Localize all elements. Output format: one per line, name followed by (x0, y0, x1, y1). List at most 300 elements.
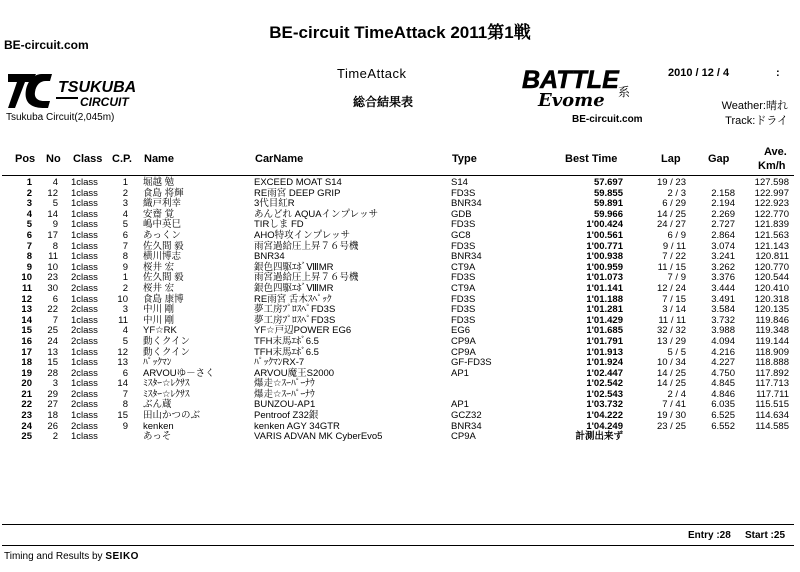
cell-pos: 9 (26, 261, 32, 273)
cell-carname: TFH末馬ｴﾎﾞ6.5 (254, 346, 319, 358)
cell-name: 田山かつのぶ (143, 410, 201, 422)
cell-pos: 1 (26, 177, 32, 188)
cell-class: 2class (71, 367, 98, 379)
event-date: 2010 / 12 / 4 (668, 67, 730, 79)
cell-avg-speed: 117.711 (756, 388, 789, 400)
cell-gap: 3.074 (711, 240, 735, 252)
cell-carname: BNR34 (254, 251, 285, 263)
cell-class: 1class (71, 240, 98, 252)
cell-name: 動くクイン (143, 335, 191, 347)
cell-pos: 21 (21, 388, 32, 400)
cell-type: BNR34 (451, 251, 482, 263)
cell-name: 佐久間 毅 (143, 272, 184, 284)
event-time: : (776, 67, 780, 79)
cell-pos: 14 (21, 314, 32, 326)
cell-lap: 11 / 15 (657, 261, 686, 273)
cell-avg-speed: 127.598 (754, 177, 789, 188)
cell-avg-speed: 115.515 (755, 399, 789, 411)
cell-lap: 23 / 25 (656, 420, 686, 432)
cell-type: GDB (451, 208, 472, 220)
cell-no: 9 (52, 219, 58, 231)
cell-name: YF☆RK (143, 325, 177, 337)
cell-best-time: 1'00.424 (586, 219, 623, 231)
cell-carname: BUNZOU-AP1 (254, 399, 316, 411)
cell-class: 1class (71, 431, 98, 443)
cell-cp: 11 (118, 314, 128, 326)
cell-cp: 2 (122, 282, 128, 294)
cell-carname: EXCEED MOAT S14 (254, 177, 342, 188)
cell-gap: 2.864 (711, 229, 735, 241)
cell-avg-speed: 120.770 (754, 261, 789, 273)
results-subtitle: 総合結果表 (353, 95, 414, 109)
cell-best-time: 1'00.771 (586, 240, 623, 252)
cell-no: 26 (47, 420, 58, 432)
cell-class: 2class (71, 325, 98, 337)
cell-lap: 7 / 41 (662, 399, 686, 411)
cell-pos: 5 (26, 219, 32, 231)
cell-lap: 19 / 30 (656, 410, 686, 422)
cell-type: S14 (451, 177, 468, 188)
cell-gap: 3.262 (711, 261, 735, 273)
site-name: BE-circuit.com (4, 38, 89, 52)
cell-avg-speed: 122.770 (754, 208, 789, 220)
cell-cp: 1 (122, 272, 128, 284)
col-name: Name (144, 153, 174, 165)
cell-lap: 14 / 25 (656, 378, 686, 390)
cell-name: 食島 将輝 (143, 187, 184, 199)
cell-avg-speed: 114.634 (755, 410, 789, 422)
cell-cp: 9 (122, 420, 128, 432)
cell-pos: 15 (21, 325, 32, 337)
cell-class: 1class (71, 314, 98, 326)
col-lap: Lap (661, 153, 681, 165)
cell-name: 桜井 宏 (143, 282, 175, 294)
cell-avg-speed: 118.909 (755, 346, 789, 358)
cell-cp: 15 (117, 410, 128, 422)
cell-cp: 12 (117, 346, 128, 358)
cell-gap: 3.732 (711, 314, 735, 326)
cell-gap: 6.552 (711, 420, 735, 432)
svg-text:BATTLE: BATTLE (522, 66, 619, 94)
cell-class: 1class (71, 261, 98, 273)
cell-carname: VARIS ADVAN MK CyberEvo5 (254, 431, 383, 443)
cell-cp: 4 (122, 208, 128, 220)
cell-best-time: 59.966 (593, 208, 623, 220)
cell-cp: 14 (117, 378, 128, 390)
cell-lap: 3 / 14 (662, 304, 686, 316)
cell-pos: 19 (21, 367, 32, 379)
cell-class: 1class (71, 410, 98, 422)
cell-lap: 19 / 23 (656, 177, 686, 188)
svg-text:TSUKUBA: TSUKUBA (58, 79, 137, 96)
seiko-brand: SEIKO (105, 551, 139, 562)
cell-carname: ARVOU魔王S2000 (254, 367, 335, 379)
cell-no: 14 (47, 208, 58, 220)
cell-best-time: 1'01.281 (586, 304, 623, 316)
start-count: Start :25 (745, 530, 786, 541)
cell-avg-speed: 120.410 (754, 282, 789, 294)
entry-count: Entry :28 (688, 530, 731, 541)
table-row (0, 337, 800, 348)
cell-no: 8 (52, 240, 58, 252)
cell-name: ぶん蔵 (143, 399, 172, 411)
cell-gap: 2.727 (711, 219, 735, 231)
cell-lap: 11 / 11 (658, 314, 686, 326)
cell-name: 横川博志 (143, 251, 182, 263)
cell-no: 4 (52, 177, 58, 188)
cell-no: 7 (52, 314, 58, 326)
cell-type: GC8 (451, 229, 471, 241)
cell-type: FD3S (451, 219, 476, 231)
cell-avg-speed: 120.544 (754, 272, 789, 284)
cell-lap: 5 / 5 (667, 346, 686, 358)
cell-type: CP9A (451, 431, 476, 443)
cell-best-time: 1'03.732 (586, 399, 623, 411)
cell-no: 30 (47, 282, 58, 294)
cell-avg-speed: 114.585 (755, 420, 789, 432)
cell-name: ﾐｽﾀｰ☆ﾚｸｻｽ (143, 388, 190, 400)
cell-class: 2class (71, 399, 98, 411)
cell-avg-speed: 122.997 (754, 187, 789, 199)
cell-pos: 8 (26, 251, 32, 263)
table-row (0, 432, 800, 443)
timing-prefix: Timing and Results by (4, 551, 103, 562)
cell-class: 1class (71, 251, 98, 263)
svg-text:BE-circuit.com: BE-circuit.com (572, 114, 643, 124)
cell-gap: 3.241 (711, 251, 735, 263)
cell-lap: 32 / 32 (656, 325, 686, 337)
cell-avg-speed: 121.839 (754, 219, 789, 231)
cell-type: AP1 (451, 399, 469, 411)
cell-type: CT9A (451, 261, 476, 273)
cell-best-time: 計測出来ず (575, 431, 623, 443)
cell-pos: 6 (26, 229, 32, 241)
cell-gap: 3.584 (711, 304, 735, 316)
cell-no: 25 (47, 325, 58, 337)
cell-lap: 2 / 3 (667, 187, 686, 199)
cell-class: 1class (71, 293, 98, 305)
cell-lap: 7 / 9 (667, 272, 686, 284)
cell-type: EG6 (451, 325, 471, 337)
cell-gap: 6.035 (711, 399, 735, 411)
cell-gap: 3.444 (711, 282, 735, 294)
cell-class: 1class (71, 198, 98, 210)
cell-cp: 4 (122, 325, 128, 337)
cell-gap: 4.750 (711, 367, 735, 379)
cell-no: 18 (47, 410, 58, 422)
cell-lap: 2 / 4 (667, 388, 686, 400)
cell-no: 23 (47, 272, 58, 284)
cell-class: 1class (71, 357, 98, 369)
cell-lap: 13 / 29 (656, 335, 686, 347)
table-row (0, 231, 800, 242)
cell-no: 12 (47, 187, 58, 199)
cell-lap: 7 / 22 (662, 251, 686, 263)
cell-no: 6 (52, 293, 58, 305)
cell-no: 22 (47, 304, 58, 316)
cell-gap: 4.227 (711, 357, 735, 369)
cell-gap: 4.094 (711, 335, 735, 347)
cell-no: 3 (52, 378, 58, 390)
cell-carname: TIRしま FD (254, 219, 304, 231)
cell-pos: 17 (21, 346, 32, 358)
header-divider (2, 175, 794, 176)
cell-best-time: 1'01.924 (586, 357, 623, 369)
cell-pos: 24 (21, 420, 32, 432)
cell-avg-speed: 121.143 (754, 240, 789, 252)
cell-cp: 6 (122, 229, 128, 241)
cell-name: あっくン (143, 229, 181, 241)
cell-best-time: 1'01.913 (586, 346, 623, 358)
col-no: No (46, 153, 61, 165)
cell-no: 15 (47, 357, 58, 369)
cell-carname: RE雨宮 舌木ｽﾍﾟｯｸ (254, 293, 332, 305)
cell-pos: 13 (21, 304, 32, 316)
cell-cp: 7 (122, 388, 128, 400)
table-row (0, 422, 800, 433)
cell-lap: 12 / 24 (656, 282, 686, 294)
cell-lap: 6 / 9 (667, 229, 686, 241)
cell-gap: 6.525 (711, 410, 735, 422)
cell-best-time: 1'02.543 (586, 388, 623, 400)
cell-best-time: 1'04.249 (586, 420, 623, 432)
cell-pos: 18 (21, 357, 32, 369)
col-gap: Gap (708, 153, 730, 165)
cell-no: 24 (47, 335, 58, 347)
col-best-time: Best Time (565, 153, 618, 165)
cell-avg-speed: 122.923 (754, 198, 789, 210)
cell-class: 2class (71, 388, 98, 400)
cell-cp: 2 (122, 187, 128, 199)
cell-name: 中川 剛 (143, 304, 175, 316)
cell-cp: 9 (122, 261, 128, 273)
cell-type: CP9A (451, 335, 476, 347)
cell-best-time: 1'02.447 (586, 367, 623, 379)
cell-cp: 10 (117, 293, 128, 305)
track-condition: Track:ドライ (725, 115, 788, 127)
cell-class: 2class (71, 272, 98, 284)
footer-divider (2, 524, 794, 525)
cell-class: 1class (71, 229, 98, 241)
cell-type: BNR34 (451, 420, 482, 432)
cell-avg-speed: 119.348 (755, 325, 789, 337)
cell-gap: 2.158 (711, 187, 735, 199)
cell-cp: 13 (117, 357, 128, 369)
cell-name: ﾊﾟｯｸﾏﾝ (143, 357, 172, 369)
col-class: Class (73, 153, 103, 165)
cell-pos: 25 (21, 431, 32, 443)
cell-cp: 8 (122, 399, 128, 411)
cell-type: FD3S (451, 314, 476, 326)
cell-name: kenken (143, 420, 174, 432)
cell-avg-speed: 118.888 (755, 357, 789, 369)
cell-name: 食島 康博 (143, 293, 184, 305)
cell-type: FD3S (451, 240, 476, 252)
cell-no: 17 (47, 229, 58, 241)
cell-type: BNR34 (451, 198, 482, 210)
cell-avg-speed: 120.135 (754, 304, 789, 316)
col-type: Type (452, 153, 477, 165)
cell-carname: 雨宮過給圧上昇７６号機 (254, 272, 359, 284)
cell-type: FD3S (451, 293, 476, 305)
cell-carname: YF☆戸辺POWER EG6 (254, 325, 352, 337)
cell-gap: 3.376 (711, 272, 735, 284)
cell-gap: 4.845 (711, 378, 735, 390)
cell-no: 10 (47, 261, 58, 273)
cell-name: 織戸利幸 (143, 198, 182, 210)
cell-gap: 4.846 (711, 388, 735, 400)
cell-name: 中川 剛 (143, 314, 175, 326)
cell-pos: 3 (26, 198, 32, 210)
session-name: TimeAttack (337, 66, 407, 81)
bottom-divider (2, 545, 794, 546)
col-kmh: Km/h (758, 160, 786, 172)
cell-type: GCZ32 (451, 410, 482, 422)
cell-gap: 3.491 (711, 293, 735, 305)
col-carname: CarName (255, 153, 304, 165)
cell-class: 1class (71, 187, 98, 199)
cell-avg-speed: 119.144 (755, 335, 789, 347)
cell-no: 11 (48, 251, 58, 263)
cell-no: 2 (52, 431, 58, 443)
cell-class: 1class (71, 219, 98, 231)
cell-cp: 3 (122, 304, 128, 316)
cell-type: CT9A (451, 282, 476, 294)
cell-carname: RE雨宮 DEEP GRIP (254, 187, 341, 199)
cell-name: 堀越 勉 (143, 177, 175, 188)
cell-best-time: 1'00.938 (586, 251, 623, 263)
cell-name: ARVOUゆ－さく (143, 367, 215, 379)
timing-credit (4, 551, 139, 562)
cell-pos: 4 (26, 208, 32, 220)
cell-avg-speed: 120.318 (754, 293, 789, 305)
cell-lap: 24 / 27 (656, 219, 686, 231)
cell-carname: Pentroof Z32銀 (254, 410, 319, 422)
cell-best-time: 1'00.561 (586, 229, 623, 241)
col-cp: C.P. (112, 153, 132, 165)
cell-best-time: 1'01.188 (586, 293, 623, 305)
col-pos: Pos (15, 153, 36, 165)
cell-best-time: 1'02.542 (586, 378, 623, 390)
cell-lap: 6 / 29 (662, 198, 686, 210)
cell-cp: 6 (122, 367, 128, 379)
cell-pos: 2 (26, 187, 32, 199)
cell-name: 安齋 覚 (143, 208, 175, 220)
cell-type: FD3S (451, 272, 476, 284)
cell-pos: 10 (21, 272, 32, 284)
weather-info: Weather:晴れ (721, 100, 788, 112)
cell-best-time: 59.891 (593, 198, 623, 210)
cell-no: 13 (47, 346, 58, 358)
cell-lap: 9 / 11 (662, 240, 686, 252)
cell-no: 5 (52, 198, 58, 210)
cell-name: 嶋中英巳 (143, 219, 182, 231)
cell-pos: 7 (26, 240, 32, 252)
cell-carname: TFH末馬ｴﾎﾞ6.5 (254, 335, 319, 347)
results-table (0, 178, 800, 443)
cell-carname: 雨宮過給圧上昇７６号機 (254, 240, 359, 252)
cell-carname: あんどれ AQUAインプレッサ (254, 208, 379, 220)
cell-class: 2class (71, 282, 98, 294)
cell-carname: ﾊﾟｯｸﾏﾝRX-7 (254, 357, 305, 369)
cell-class: 1class (71, 177, 98, 188)
cell-name: 桜井 宏 (143, 261, 175, 273)
cell-type: GF-FD3S (451, 357, 492, 369)
cell-avg-speed: 117.713 (755, 378, 789, 390)
cell-name: ﾐｽﾀｰ☆ﾚｸｻｽ (143, 378, 190, 390)
cell-best-time: 1'04.222 (586, 410, 623, 422)
svg-text:系: 系 (618, 85, 631, 99)
table-row (0, 284, 800, 295)
cell-gap: 2.269 (711, 208, 735, 220)
cell-carname: 夢工房ﾌﾟﾛｽﾍﾟFD3S (254, 304, 336, 316)
cell-type: AP1 (451, 367, 469, 379)
cell-carname: 3代目紅R (254, 198, 295, 210)
cell-class: 1class (71, 378, 98, 390)
cell-type: FD3S (451, 187, 476, 199)
circuit-subtitle: Tsukuba Circuit(2,045m) (6, 112, 115, 123)
cell-pos: 23 (21, 410, 32, 422)
cell-lap: 7 / 15 (662, 293, 686, 305)
cell-carname: 銀色四駆ｴﾎﾞⅧMR (254, 261, 334, 273)
cell-class: 1class (71, 208, 98, 220)
cell-cp: 8 (122, 251, 128, 263)
cell-cp: 5 (122, 335, 128, 347)
cell-avg-speed: 119.846 (755, 314, 789, 326)
cell-carname: 爆走☆ｽｰﾊﾟｰﾅｳ (254, 378, 315, 390)
cell-gap: 3.988 (711, 325, 735, 337)
cell-no: 28 (47, 367, 58, 379)
cell-cp: 5 (122, 219, 128, 231)
battle-evome-logo (520, 66, 655, 124)
cell-best-time: 1'01.685 (586, 325, 623, 337)
cell-name: あっそ (143, 431, 172, 443)
table-row (0, 178, 800, 189)
cell-avg-speed: 121.563 (754, 229, 789, 241)
cell-pos: 16 (21, 335, 32, 347)
cell-class: 2class (71, 335, 98, 347)
tsukuba-circuit-logo (6, 68, 186, 112)
cell-best-time: 1'01.791 (586, 335, 623, 347)
cell-gap: 4.216 (711, 346, 735, 358)
cell-best-time: 1'01.073 (586, 272, 623, 284)
cell-pos: 20 (21, 378, 32, 390)
cell-carname: 爆走☆ｽｰﾊﾟｰﾅｳ (254, 388, 315, 400)
cell-best-time: 1'00.959 (586, 261, 623, 273)
col-ave: Ave. (764, 146, 787, 158)
page-title: BE-circuit TimeAttack 2011第1戦 (269, 23, 531, 42)
cell-carname: 夢工房ﾌﾟﾛｽﾍﾟFD3S (254, 314, 336, 326)
cell-no: 27 (47, 399, 58, 411)
cell-pos: 11 (21, 282, 32, 294)
cell-cp: 7 (122, 240, 128, 252)
cell-lap: 14 / 25 (656, 367, 686, 379)
cell-lap: 10 / 34 (656, 357, 686, 369)
cell-gap: 2.194 (711, 198, 735, 210)
cell-best-time: 1'01.429 (586, 314, 623, 326)
cell-class: 2class (71, 304, 98, 316)
cell-best-time: 59.855 (593, 187, 623, 199)
cell-name: 動くクイン (143, 346, 191, 358)
cell-no: 29 (47, 388, 58, 400)
svg-text:Evome: Evome (538, 90, 605, 111)
cell-type: CP9A (451, 346, 476, 358)
cell-lap: 14 / 25 (656, 208, 686, 220)
cell-best-time: 57.697 (593, 177, 623, 188)
cell-carname: 銀色四駆ｴﾎﾞⅧMR (254, 282, 334, 294)
cell-cp: 1 (122, 177, 128, 188)
cell-avg-speed: 117.892 (755, 367, 789, 379)
